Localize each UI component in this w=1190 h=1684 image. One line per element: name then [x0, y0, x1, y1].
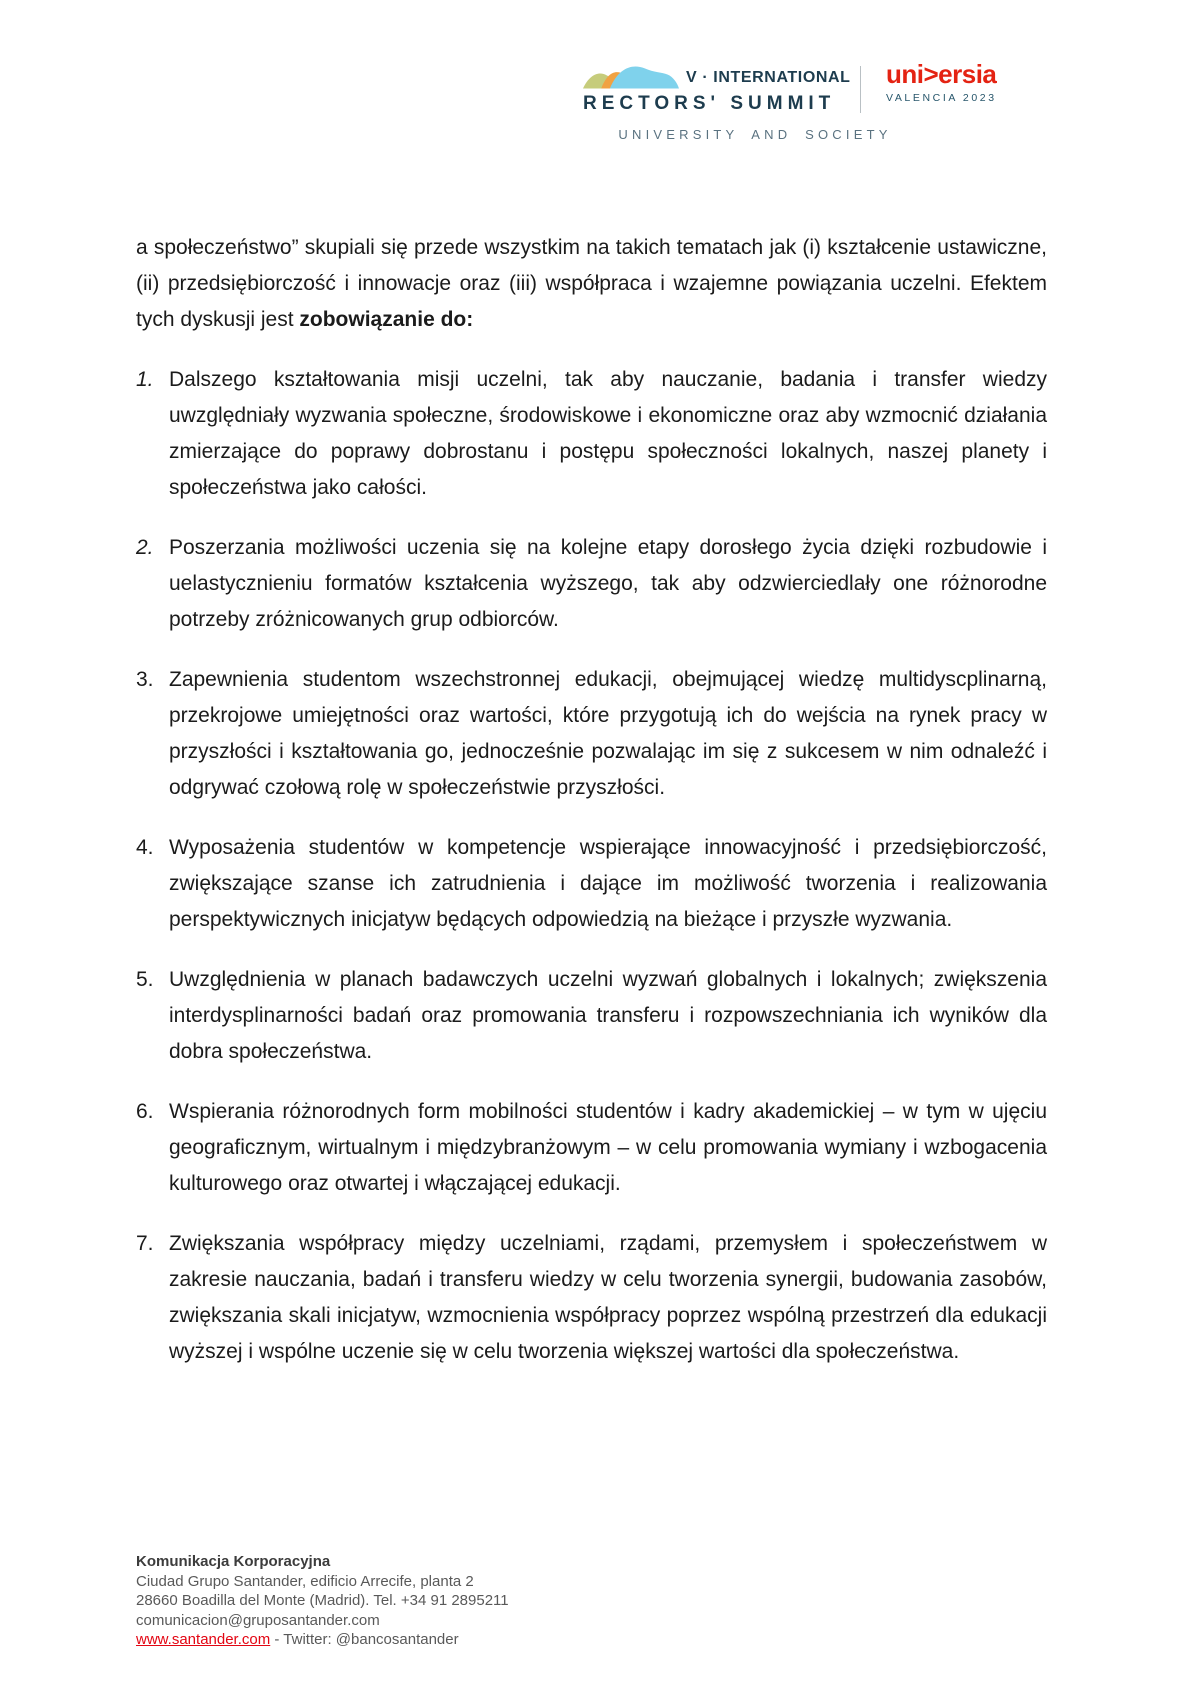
list-item-text: Poszerzania możliwości uczenia się na kolejne etapy dorosłego życia dzięki rozbudowie i uelastycznieniu formatów kształcenia wyższego, tak aby odzwierciedlały one różnorodne potrzeby zróżnicowanych grup odbiorców.: [169, 536, 1047, 631]
list-item: [136, 530, 1047, 638]
list-item-number: 3.: [136, 668, 154, 691]
list-item-number: 7.: [136, 1232, 154, 1255]
list-item: [136, 1094, 1047, 1202]
logo-divider: [860, 66, 861, 113]
summit-name-label: RECTORS' SUMMIT: [583, 93, 836, 114]
intro-paragraph: [136, 230, 1047, 338]
footer-heading: Komunikacja Korporacyjna: [136, 1553, 331, 1570]
commitments-list: [136, 362, 1047, 1370]
intro-bold-text: zobowiązanie do:: [299, 308, 474, 331]
summit-logo-top: [583, 62, 851, 89]
list-item-text: Wspierania różnorodnych form mobilności studentów i kadry akademickiej – w tym w ujęciu geograficznym, wirtualnym i międzybranżowym – w celu promowania wymiany i wzbogacenia kulturowego oraz otwartej i włączającej edukacji.: [169, 1100, 1047, 1195]
santander-website-link[interactable]: www.santander.com: [136, 1631, 271, 1648]
list-item-text: Uwzględnienia w planach badawczych uczelni wyzwań globalnych i lokalnych; zwiększenia interdysplinarności badań oraz promowania transferu i rozpowszechniania ich wyników dla dobra społeczeństwa.: [169, 968, 1047, 1063]
summit-waves-icon: [583, 62, 679, 89]
list-item-text: Zwiększania współpracy między uczelniami, rządami, przemysłem i społeczeństwem w zakresie nauczania, badań i transferu wiedzy w celu tworzenia synergii, budowania zasobów, zwiększania skali inicjatyw, wzmocnienia współpracy poprzez wspólną przestrzeń dla edukacji wyższej i wspólne uczenie się w celu tworzenia większej wartości dla społeczeństwa.: [169, 1232, 1047, 1363]
footer-twitter-text: - Twitter: @bancosantander: [270, 1631, 459, 1648]
list-item: [136, 962, 1047, 1070]
footer-email: comunicacion@gruposantander.com: [136, 1611, 380, 1629]
universia-brand-label: uni>ersia: [886, 59, 997, 89]
list-item-number: 2.: [136, 536, 154, 559]
document-body: [136, 230, 1047, 1370]
document-footer: [136, 1552, 509, 1650]
list-item-number: 6.: [136, 1100, 154, 1123]
list-item-number: 1.: [136, 368, 154, 391]
footer-link-line: [136, 1630, 509, 1650]
header-tagline: UNIVERSITY AND SOCIETY: [618, 127, 892, 142]
list-item-text: Dalszego kształtowania misji uczelni, tak aby nauczanie, badania i transfer wiedzy uwzględniały wyzwania społeczne, środowiskowe i ekonomiczne oraz aby wzmocnić działania zmierzające do poprawy dobrostanu i postępu społeczności lokalnych, naszej planety i społeczeństwa jako całości.: [169, 368, 1047, 499]
list-item-number: 4.: [136, 836, 154, 859]
summit-edition-label: V · INTERNATIONAL: [686, 69, 851, 86]
list-item: [136, 1226, 1047, 1370]
wave-blue-shape: [610, 66, 679, 88]
rectors-summit-logo: [583, 62, 851, 115]
footer-address-line1: Ciudad Grupo Santander, edificio Arrecife, planta 2: [136, 1572, 474, 1590]
footer-address-line2: 28660 Boadilla del Monte (Madrid). Tel. +34 91 2895211: [136, 1592, 509, 1609]
list-item-text: Zapewnienia studentom wszechstronnej edukacji, obejmującej wiedzę multidyscplinarną, przekrojowe umiejętności oraz wartości, które przygotują ich do wejścia na rynek pracy w przyszłości i kształtowania go, jednocześnie pozwalając im się z sukcesem w nim odnaleźć i odgrywać czołową rolę w społeczeństwie przyszłości.: [169, 668, 1047, 799]
intro-text: a społeczeństwo” skupiali się przede wszystkim na takich tematach jak (i) kształcenie ustawiczne, (ii) przedsiębiorczość i innowacje oraz (iii) współpraca i wzajemne powiązania uczelni. Efektem tych dyskusji jest: [136, 236, 1047, 331]
list-item: [136, 662, 1047, 806]
list-item-text: Wyposażenia studentów w kompetencje wspierające innowacyjność i przedsiębiorczość, zwiększające szanse ich zatrudnienia i dające im możliwość tworzenia i realizowania perspektywicznych inicjatyw będących odpowiedzią na bieżące i przyszłe wyzwania.: [169, 836, 1047, 931]
list-item-number: 5.: [136, 968, 154, 991]
list-item: [136, 362, 1047, 506]
universia-valencia-label: VALENCIA 2023: [886, 91, 997, 104]
list-item: [136, 830, 1047, 938]
universia-logo: [886, 60, 997, 104]
